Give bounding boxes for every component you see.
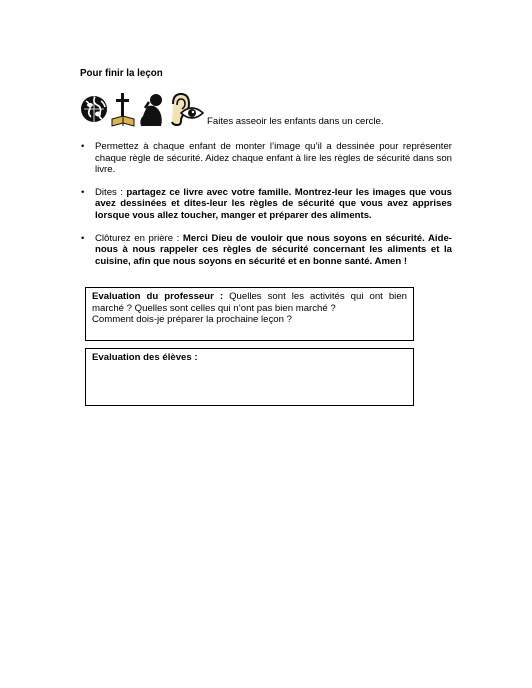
bullet-bold-text: partagez ce livre avec votre famille. Montrez-leur les images que vous avez dessinées et dites-leur les règles de sécurité que vous avez apprises lorsque vous allez toucher, manger et préparer des aliments. bbox=[95, 186, 452, 221]
teacher-evaluation-question-2: Comment dois-je préparer la prochaine leçon ? bbox=[92, 314, 292, 326]
bullet-bold-text: Merci Dieu de vouloir que nous soyons en sécurité. Aide-nous à nous rappeler ces règles de sécurité concernant les aliments et la cuisine, afin que nous soyons en sécurité et en bonne santé. Amen ! bbox=[95, 232, 452, 267]
list-item bbox=[80, 233, 452, 268]
list-item bbox=[80, 141, 452, 176]
bullet-text: Dites : bbox=[95, 186, 127, 198]
student-evaluation-box bbox=[85, 348, 414, 406]
teacher-evaluation-label: Evaluation du professeur : bbox=[92, 291, 230, 302]
list-item bbox=[80, 187, 452, 222]
teacher-evaluation-text bbox=[92, 291, 407, 314]
teacher-evaluation-questions: Quelles sont les activités qui ont bien marché ? Quelles sont celles qui n’ont pas bien marché ? bbox=[92, 291, 407, 314]
globe-icon bbox=[80, 92, 110, 126]
bullet-icon: • bbox=[81, 186, 85, 198]
bullet-icon: • bbox=[81, 232, 85, 244]
teacher-evaluation-box bbox=[85, 287, 414, 341]
student-evaluation-label: Evaluation des élèves : bbox=[92, 352, 198, 363]
instruction-list bbox=[80, 141, 452, 278]
activity-icons-row bbox=[80, 92, 440, 130]
cross-bible-icon bbox=[111, 92, 135, 128]
bullet-text: Clôturez en prière : bbox=[95, 232, 183, 244]
praying-child-icon bbox=[135, 92, 169, 128]
bullet-text: Permettez à chaque enfant de monter l’image qu’il a dessinée pour représenter chaque règle de sécurité. Aidez chaque enfant à lire les règles de sécurité dans son livre. bbox=[95, 141, 452, 176]
eye-icon bbox=[180, 106, 204, 120]
section-heading: Pour finir la leçon bbox=[80, 68, 163, 79]
icon-caption: Faites asseoir les enfants dans un cercle. bbox=[207, 116, 384, 127]
bullet-icon: • bbox=[81, 141, 85, 152]
